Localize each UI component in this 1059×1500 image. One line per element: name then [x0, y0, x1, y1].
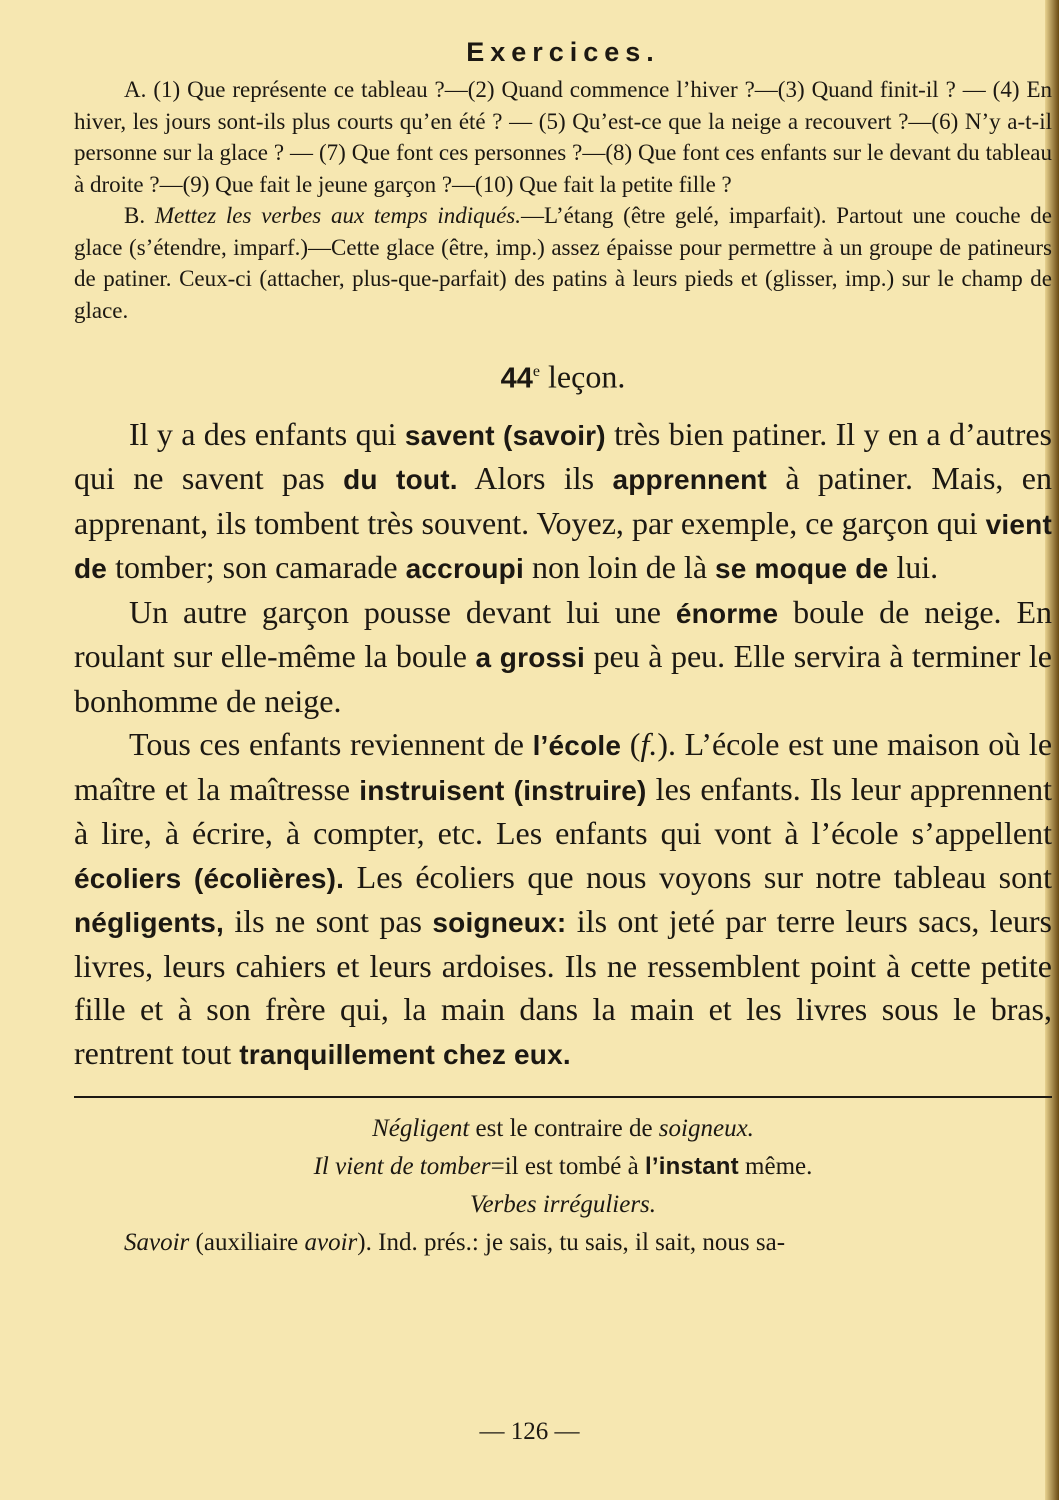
text-run: lui. [888, 549, 939, 586]
exercises-title: Exercices. [466, 37, 660, 67]
lesson-word: leçon. [548, 358, 626, 395]
text-run: Il y a des enfants qui [129, 415, 405, 452]
text-run: est le contraire de [469, 1115, 659, 1143]
note-heading-irregular-verbs [74, 1186, 1052, 1224]
lesson-body [74, 413, 1052, 1077]
text-run: Un autre garçon pousse devant lui une [129, 593, 676, 630]
text-run: boule de neige. En roulant sur elle-même la boule [74, 593, 1053, 675]
text-run: même. [738, 1153, 813, 1181]
note-term: Négligent [372, 1115, 470, 1143]
vocab-term: soigneux: [432, 907, 567, 939]
exercise-b-text: —L’étang (être gelé, imparfait). Partout une couche de glace (s’étendre, imparf.)—Cette glace (être, imp.) assez épaisse pour permettre à un groupe de patineurs de patiner. Ceux-ci (attacher, plus-que-parfait) des patins à leurs pieds et (glisser, imp.) sur le champ de glace. [74, 203, 1052, 323]
vocab-term: écoliers (écolières). [74, 862, 345, 894]
text-run: ils ont jeté par terre leurs sacs, leurs livres, leurs cahiers et leurs ardoises. Ils ne ressemblent point à cette petite fille et à son frère qui, la main dans la main et les livres sous le bras, rentrent tout [74, 903, 1053, 1071]
text-run: tomber; son camarade [107, 549, 406, 586]
divider-rule [74, 1096, 1052, 1098]
text-run: non loin de là [523, 549, 716, 586]
text-run: les enfants. Ils leur apprennent à lire, à écrire, à compter, etc. Les enfants qui vont à l’école s’appellent [74, 770, 1053, 852]
vocab-term: l’école [532, 730, 622, 762]
exercise-b [74, 200, 1052, 326]
exercise-a-text: (1) Que représente ce tableau ?—(2) Quand commence l’hiver ?—(3) Quand finit-il ? — (4) En hiver, les jours sont-ils plus courts qu’en été ? — (5) Qu’est-ce que la neige a recouvert ?—(6) N’y a-t-il personne sur la glace ? — (7) Que font ces personnes ?—(8) Que font ces enfants sur le devant du tableau à droite ?—(9) Que fait le jeune garçon ?—(10) Que fait la petite fille ? [74, 77, 1052, 197]
vocab-term: du tout. [343, 464, 458, 496]
vocab-term: l’instant [644, 1153, 739, 1181]
vocab-term: apprennent [612, 464, 767, 496]
text-run: Alors ils [457, 460, 613, 497]
note-term: avoir [304, 1229, 358, 1257]
note-term: Savoir [124, 1229, 190, 1257]
text-run: peu à peu. Elle servira à terminer le bonhomme de neige. [74, 638, 1053, 719]
text-run: =il est tombé à [490, 1153, 645, 1181]
book-page [74, 30, 1052, 1262]
vocab-term: négligents, [74, 907, 224, 939]
lesson-number: 44 [500, 362, 533, 395]
text-run: ils ne sont pas [224, 903, 433, 940]
exercise-b-label: B. [124, 203, 146, 228]
exercise-a-label: A. [124, 77, 147, 102]
paragraph-1 [74, 413, 1052, 591]
page-number: — 126 — [479, 1418, 580, 1445]
vocab-term: accroupi [405, 553, 524, 585]
text-run: ). Ind. prés.: je sais, tu sais, il sait, nous sa- [357, 1229, 786, 1257]
paragraph-3 [74, 723, 1052, 1076]
text-run: ). L’école est une maison où le maître et la maîtresse [74, 726, 1053, 807]
text-run: (auxiliaire [189, 1229, 305, 1257]
vocab-term: a grossi [475, 642, 586, 674]
lesson-heading [74, 352, 1052, 399]
note-term: Il vient de tomber [313, 1153, 491, 1181]
note-heading: Verbes irréguliers. [469, 1191, 657, 1219]
note-term: soigneux. [658, 1115, 754, 1143]
note-vient-de [74, 1148, 1052, 1186]
text-run: à patiner. Mais, en apprenant, ils tombent très souvent. Voyez, par exemple, ce garçon qui [74, 460, 1052, 541]
vocab-term: vient de [74, 508, 1052, 585]
text-run: ( [621, 726, 641, 763]
gender-mark: f. [640, 726, 658, 763]
exercise-b-instruction: Mettez les verbes aux temps indiqués. [154, 203, 522, 228]
text-run: Tous ces enfants reviennent de [129, 726, 533, 763]
note-savoir [74, 1224, 1052, 1262]
vocab-term: se moque de [715, 553, 889, 585]
note-negligent [74, 1110, 1052, 1148]
text-run: très bien patiner. Il y en a d’autres qui ne savent pas [74, 415, 1053, 497]
vocab-term: énorme [675, 597, 779, 629]
lesson-number-suffix: e [532, 363, 541, 380]
vocab-term: tranquillement chez eux. [239, 1038, 571, 1070]
paragraph-2 [74, 591, 1052, 724]
text-run: Les écoliers que nous voyons sur notre tableau sont [344, 858, 1052, 895]
exercise-a [74, 74, 1052, 200]
vocab-term: instruisent (instruire) [359, 774, 647, 806]
grammar-notes [74, 1110, 1052, 1262]
vocab-term: savent (savoir) [404, 419, 606, 451]
